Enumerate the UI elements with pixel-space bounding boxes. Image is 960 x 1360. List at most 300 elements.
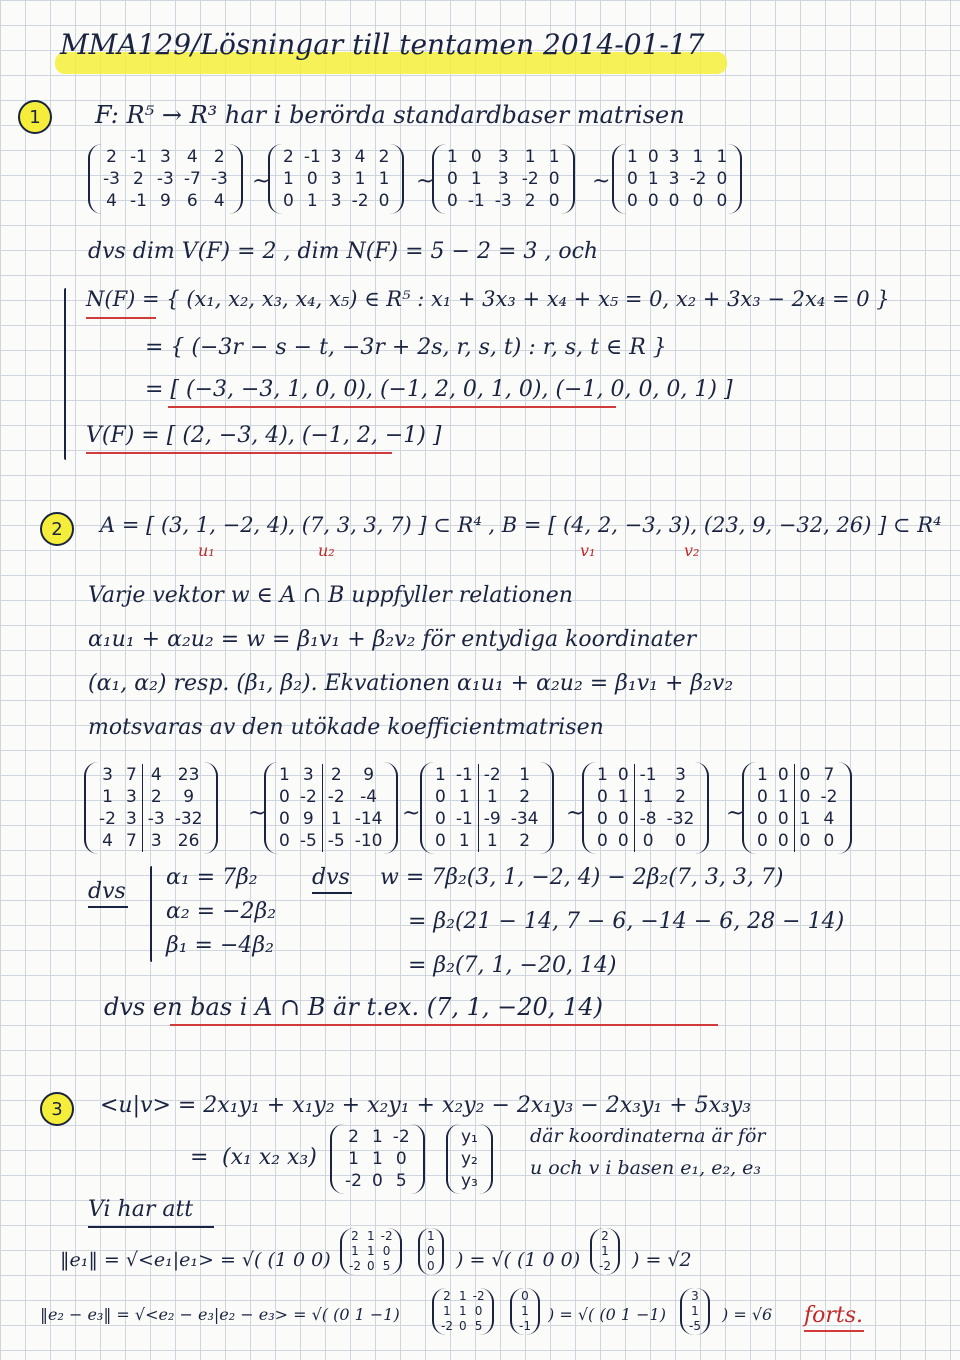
matrix-cell: 0 — [597, 787, 608, 807]
s3-norm-e23-start: ‖e₂ − e₃‖ = √<e₂ − e₃|e₂ − e₃> = √( (0 1 −1) — [40, 1305, 400, 1324]
problem-number-2: 2 — [40, 512, 74, 546]
matrix-cell: 0 — [371, 1171, 383, 1191]
matrix-cell: 0 — [634, 830, 661, 852]
matrix-cell: 1 — [279, 765, 290, 785]
matrix-cell: 0 — [470, 147, 482, 167]
matrix-row — [438, 1289, 488, 1304]
matrix-row — [752, 830, 842, 852]
matrix-row — [596, 1229, 614, 1244]
matrix-cell: 1 — [427, 1229, 435, 1243]
matrix-cell: 0 — [794, 786, 815, 808]
matrix-cell: 2 — [601, 1229, 609, 1243]
matrix-cell: 7 — [823, 765, 835, 785]
matrix-cell: -2 — [689, 169, 707, 189]
matrix-cell: 0 — [474, 1304, 483, 1318]
matrix-cell: 0 — [692, 191, 704, 211]
matrix-cell: -2 — [392, 1127, 410, 1147]
matrix-cell: 4 — [354, 147, 366, 167]
matrix-cell: 1 — [524, 147, 536, 167]
problem-number-1: 1 — [18, 100, 52, 134]
s2-matrix-3 — [420, 762, 554, 854]
matrix-cell: 0 — [447, 191, 458, 211]
matrix-cell: 1 — [366, 1244, 375, 1258]
matrix-row — [274, 764, 388, 786]
matrix-cell: 3 — [142, 830, 169, 852]
s1-range-span: V(F) = [ (2, −3, 4), (−1, 2, −1) ] — [86, 423, 442, 448]
s2-matrix-2 — [264, 762, 398, 854]
matrix-cell: -5 — [299, 831, 317, 851]
matrix-cell: -2 — [345, 1171, 362, 1191]
matrix-row — [340, 1170, 415, 1192]
matrix-cell: 5 — [474, 1319, 483, 1333]
matrix-cell: -7 — [183, 169, 201, 189]
matrix-cell: 0 — [306, 169, 318, 189]
s2-text-3: (α₁, α₂) resp. (β₁, β₂). Ekvationen α₁u₁ + α₂u₂ = β₁v₁ + β₂v₂ — [88, 671, 734, 696]
matrix-cell: -1 — [455, 809, 473, 829]
matrix-cell: 1 — [366, 1229, 375, 1243]
matrix-cell: 0 — [435, 809, 446, 829]
matrix-cell: -2 — [299, 787, 317, 807]
matrix-row — [438, 1304, 488, 1319]
matrix-row — [430, 764, 544, 786]
matrix-row — [278, 190, 394, 212]
matrix-cell: 0 — [597, 831, 608, 851]
page-title: MMA129/Lösningar till tentamen 2014-01-17 — [60, 28, 705, 61]
matrix-cell: 0 — [366, 1259, 375, 1273]
matrix-cell: 3 — [691, 1289, 699, 1303]
s2-text-4: motsvaras av den utökade koefficientmatrisen — [88, 715, 604, 740]
matrix-cell: 1 — [617, 787, 629, 807]
matrix-cell: -34 — [510, 809, 539, 829]
matrix-row — [438, 1319, 488, 1334]
matrix-cell: 2 — [322, 764, 349, 786]
s1-matrix-1 — [88, 144, 243, 214]
matrix-cell: 9 — [363, 765, 375, 785]
matrix-cell: -2 — [322, 786, 349, 808]
label-v2: v₂ — [684, 541, 700, 560]
matrix-cell: 5 — [395, 1171, 407, 1191]
s3-vi-har-att: Vi har att — [88, 1197, 194, 1222]
matrix-cell: 0 — [279, 787, 290, 807]
matrix-cell: 1 — [283, 169, 294, 189]
matrix-cell: 0 — [427, 1244, 435, 1258]
matrix-cell: -1 — [129, 147, 147, 167]
matrix-row — [592, 786, 699, 808]
matrix-cell: -1 — [467, 191, 485, 211]
matrix-cell: -10 — [354, 831, 383, 851]
matrix-cell: 1 — [458, 1289, 467, 1303]
matrix-cell: 1 — [447, 147, 458, 167]
matrix-cell: -1 — [634, 764, 661, 786]
matrix-cell: 1 — [716, 147, 728, 167]
problem-number-3: 3 — [40, 1092, 74, 1126]
s2-matrix-5 — [742, 762, 852, 854]
matrix-cell: 0 — [617, 765, 629, 785]
matrix-cell: -2 — [349, 1259, 361, 1273]
matrix-cell: 1 — [478, 830, 505, 852]
matrix-cell: -3 — [103, 169, 120, 189]
matrix-cell: 1 — [757, 765, 768, 785]
s3-norm-e23-mid: ) = √( (0 1 −1) — [548, 1305, 666, 1324]
matrix-cell: 4 — [106, 191, 117, 211]
matrix-row — [94, 808, 208, 830]
s3-gram-matrix-small — [432, 1288, 494, 1335]
matrix-cell: 1 — [371, 1127, 383, 1147]
matrix-cell: 3 — [497, 147, 509, 167]
row-equivalent-sign: ~ — [726, 801, 745, 826]
s3-column-g23 — [680, 1288, 710, 1335]
matrix-cell: 3 — [159, 147, 171, 167]
s1-nullspace-span: = [ (−3, −3, 1, 0, 0), (−1, 2, 0, 1, 0), (−1, 0, 0, 0, 1) ] — [145, 377, 733, 402]
matrix-cell: 3 — [675, 765, 686, 785]
matrix-cell: 7 — [125, 831, 137, 851]
matrix-cell: 0 — [675, 831, 686, 851]
s1-intro: F: R⁵ → R³ har i berörda standardbaser matrisen — [95, 101, 685, 129]
label-u2: u₂ — [318, 541, 335, 560]
matrix-cell: 2 — [351, 1229, 359, 1243]
matrix-cell: 7 — [125, 765, 137, 785]
matrix-cell: 0 — [617, 831, 629, 851]
s2-w-line-3: = β₂(7, 1, −20, 14) — [408, 953, 617, 978]
matrix-cell: 3 — [330, 147, 342, 167]
s3-gram-matrix-small — [340, 1228, 402, 1275]
matrix-cell: 0 — [548, 191, 560, 211]
matrix-cell: 6 — [186, 191, 198, 211]
row-equivalent-sign: ~ — [566, 801, 585, 826]
matrix-cell: 2 — [213, 147, 225, 167]
matrix-cell: -2 — [380, 1229, 393, 1243]
matrix-cell: 1 — [322, 808, 349, 830]
matrix-cell: -2 — [521, 169, 539, 189]
matrix-cell: 0 — [794, 764, 815, 786]
matrix-row — [98, 146, 233, 168]
matrix-cell: 0 — [647, 147, 659, 167]
matrix-row — [516, 1319, 534, 1334]
s1-matrix-2 — [268, 144, 404, 214]
matrix-cell: -8 — [634, 808, 661, 830]
matrix-row — [274, 786, 388, 808]
matrix-cell: -1 — [455, 765, 473, 785]
matrix-row — [278, 146, 394, 168]
matrix-cell: y₃ — [461, 1171, 478, 1191]
s2-w-line-2: = β₂(21 − 14, 7 − 6, −14 − 6, 28 − 14) — [408, 909, 845, 934]
matrix-cell: 1 — [777, 787, 789, 807]
s2-system-eq-1: α₁ = 7β₂ — [166, 865, 258, 890]
matrix-cell: 0 — [668, 191, 680, 211]
matrix-cell: -32 — [666, 809, 695, 829]
matrix-cell: 0 — [378, 191, 390, 211]
matrix-cell: 4 — [102, 831, 113, 851]
matrix-cell: 0 — [458, 1319, 467, 1333]
matrix-cell: 0 — [597, 809, 608, 829]
matrix-cell: 2 — [443, 1289, 451, 1303]
s1-matrix-4 — [612, 144, 742, 214]
matrix-row — [274, 830, 388, 852]
underline — [804, 1330, 864, 1332]
s1-matrix-3 — [432, 144, 575, 214]
matrix-cell: 3 — [125, 787, 137, 807]
s2-dvs: dvs — [88, 879, 126, 904]
matrix-cell: 0 — [521, 1289, 529, 1303]
s2-matrix-1 — [84, 762, 218, 854]
matrix-row — [274, 808, 388, 830]
s3-inner-product: <u|v> = 2x₁y₁ + x₁y₂ + x₂y₁ + x₂y₂ − 2x₁y₃ − 2x₃y₁ + 5x₃y₃ — [100, 1093, 752, 1118]
matrix-row — [456, 1148, 483, 1170]
matrix-cell: 0 — [548, 169, 560, 189]
underline — [86, 317, 156, 319]
matrix-cell: 1 — [371, 1149, 383, 1169]
matrix-row — [592, 764, 699, 786]
matrix-cell: 0 — [395, 1149, 407, 1169]
matrix-cell: 2 — [106, 147, 117, 167]
s3-gram-matrix — [330, 1124, 425, 1194]
s2-system-eq-3: β₁ = −4β₂ — [166, 933, 274, 958]
s2-system-brace — [150, 866, 152, 962]
matrix-cell: -5 — [689, 1319, 701, 1333]
matrix-cell: -3 — [156, 169, 174, 189]
matrix-row — [424, 1259, 438, 1274]
s3-note-2: u och v i basen e₁, e₂, e₃ — [530, 1157, 762, 1179]
matrix-cell: 0 — [647, 191, 659, 211]
matrix-cell: 0 — [823, 831, 835, 851]
matrix-cell: 4 — [186, 147, 198, 167]
matrix-cell: 4 — [213, 191, 225, 211]
matrix-cell: -3 — [142, 808, 169, 830]
matrix-cell: -14 — [354, 809, 383, 829]
matrix-row — [686, 1319, 704, 1334]
label-u1: u₁ — [198, 541, 215, 560]
matrix-cell: 1 — [458, 787, 470, 807]
matrix-cell: 9 — [159, 191, 171, 211]
matrix-cell: y₂ — [461, 1149, 478, 1169]
matrix-cell: 0 — [757, 787, 768, 807]
s3-column-e23 — [510, 1288, 540, 1335]
matrix-row — [278, 168, 394, 190]
matrix-cell: 3 — [102, 765, 113, 785]
matrix-cell: -2 — [351, 191, 369, 211]
s3-note-1: där koordinaterna är för — [530, 1125, 766, 1147]
matrix-cell: 5 — [382, 1259, 391, 1273]
matrix-row — [592, 808, 699, 830]
matrix-cell: -3 — [210, 169, 228, 189]
matrix-row — [424, 1244, 438, 1259]
matrix-cell: -9 — [478, 808, 505, 830]
underline — [168, 406, 616, 408]
matrix-row — [98, 168, 233, 190]
matrix-cell: 1 — [102, 787, 113, 807]
matrix-cell: 1 — [601, 1244, 609, 1258]
matrix-cell: 0 — [279, 809, 290, 829]
matrix-cell: 3 — [302, 765, 314, 785]
matrix-cell: 0 — [617, 809, 629, 829]
matrix-cell: 0 — [382, 1244, 391, 1258]
matrix-cell: 26 — [177, 831, 200, 851]
s3-column-y — [446, 1124, 493, 1194]
matrix-cell: 1 — [597, 765, 608, 785]
matrix-cell: 2 — [348, 1127, 359, 1147]
matrix-cell: 1 — [378, 169, 390, 189]
matrix-cell: 3 — [668, 147, 680, 167]
matrix-row — [94, 764, 208, 786]
matrix-row — [752, 786, 842, 808]
matrix-cell: 1 — [435, 765, 446, 785]
matrix-cell: 1 — [794, 808, 815, 830]
matrix-cell: 1 — [351, 1244, 359, 1258]
matrix-cell: 4 — [823, 809, 835, 829]
matrix-cell: -4 — [360, 787, 378, 807]
matrix-row — [442, 146, 565, 168]
matrix-cell: -2 — [820, 787, 838, 807]
matrix-cell: 4 — [142, 764, 169, 786]
matrix-row — [622, 146, 732, 168]
s2-text-2: α₁u₁ + α₂u₂ = w = β₁v₁ + β₂v₂ för entydiga koordinater — [88, 627, 697, 652]
matrix-cell: 2 — [519, 831, 531, 851]
matrix-row — [430, 830, 544, 852]
row-equivalent-sign: ~ — [252, 169, 271, 194]
s3-norm-e23-end: ) = √6 — [722, 1305, 773, 1324]
s1-nullspace-param: = { (−3r − s − t, −3r + 2s, r, s, t) : r, s, t ∈ R } — [145, 335, 667, 360]
matrix-cell: 2 — [378, 147, 390, 167]
matrix-cell: 2 — [142, 786, 169, 808]
label-v1: v₁ — [580, 541, 596, 560]
matrix-cell: 2 — [519, 787, 531, 807]
matrix-row — [94, 786, 208, 808]
s2-dvs-2: dvs — [312, 865, 350, 890]
matrix-row — [686, 1304, 704, 1319]
matrix-cell: -32 — [174, 809, 203, 829]
matrix-cell: 1 — [692, 147, 704, 167]
matrix-row — [516, 1304, 534, 1319]
matrix-cell: 2 — [524, 191, 536, 211]
matrix-cell: 1 — [458, 1304, 467, 1318]
matrix-cell: 0 — [447, 169, 458, 189]
matrix-cell: 0 — [716, 191, 728, 211]
matrix-row — [596, 1244, 614, 1259]
matrix-cell: 1 — [634, 786, 661, 808]
matrix-cell: 0 — [279, 831, 290, 851]
matrix-cell: -2 — [472, 1289, 485, 1303]
matrix-cell: 2 — [133, 169, 144, 189]
matrix-cell: 0 — [435, 831, 446, 851]
s3-column-e1 — [418, 1228, 444, 1275]
matrix-row — [622, 168, 732, 190]
s3-row-vector: (x₁ x₂ x₃) — [222, 1145, 317, 1170]
matrix-row — [686, 1289, 704, 1304]
matrix-cell: 3 — [330, 169, 342, 189]
row-equivalent-sign: ~ — [416, 169, 435, 194]
matrix-cell: 3 — [330, 191, 342, 211]
s3-column-g1 — [590, 1228, 620, 1275]
matrix-row — [424, 1229, 438, 1244]
s3-norm-e1-mid: ) = √( (1 0 0) — [456, 1249, 581, 1271]
s2-basis-answer: dvs en bas i A ∩ B är t.ex. (7, 1, −20, 14) — [104, 993, 603, 1021]
s2-system-eq-2: α₂ = −2β₂ — [166, 899, 277, 924]
matrix-row — [596, 1259, 614, 1274]
matrix-cell: 0 — [627, 169, 638, 189]
matrix-cell: 23 — [177, 765, 200, 785]
underline — [88, 1226, 214, 1228]
matrix-cell: -2 — [99, 809, 116, 829]
matrix-cell: 0 — [435, 787, 446, 807]
s2-definition: A = [ (3, 1, −2, 4), (7, 3, 3, 7) ] ⊂ R⁴ , B = [ (4, 2, −3, 3), (23, 9, −32, 26) ] ⊂ R⁴ — [100, 513, 942, 537]
matrix-cell: 1 — [647, 169, 659, 189]
matrix-row — [456, 1126, 483, 1148]
matrix-cell: 1 — [627, 147, 638, 167]
s1-dimensions: dvs dim V(F) = 2 , dim N(F) = 5 − 2 = 3 , och — [88, 239, 599, 264]
matrix-row — [622, 190, 732, 212]
row-equivalent-sign: ~ — [248, 801, 267, 826]
matrix-cell: -5 — [322, 830, 349, 852]
row-equivalent-sign: ~ — [402, 801, 421, 826]
matrix-row — [430, 808, 544, 830]
matrix-cell: 0 — [777, 831, 789, 851]
matrix-cell: 2 — [675, 787, 686, 807]
s1-answer-brace — [64, 288, 66, 460]
underline — [88, 906, 128, 908]
matrix-row — [340, 1126, 415, 1148]
matrix-cell: -1 — [129, 191, 147, 211]
matrix-row — [516, 1289, 534, 1304]
matrix-row — [346, 1229, 396, 1244]
matrix-cell: 1 — [458, 831, 470, 851]
matrix-cell: 1 — [470, 169, 482, 189]
matrix-cell: 0 — [283, 191, 294, 211]
matrix-cell: 0 — [777, 809, 789, 829]
matrix-row — [442, 190, 565, 212]
matrix-row — [340, 1148, 415, 1170]
matrix-cell: 3 — [125, 809, 137, 829]
matrix-cell: 0 — [777, 765, 789, 785]
matrix-row — [430, 786, 544, 808]
s2-text-1: Varje vektor w ∈ A ∩ B uppfyller relationen — [88, 583, 573, 608]
underline — [86, 452, 392, 454]
forts-label: forts. — [804, 1303, 864, 1328]
matrix-cell: -3 — [494, 191, 512, 211]
s3-equals: = — [190, 1145, 209, 1170]
matrix-cell: 1 — [354, 169, 366, 189]
matrix-cell: 3 — [668, 169, 680, 189]
s2-w-line-1: w = 7β₂(3, 1, −2, 4) − 2β₂(7, 3, 3, 7) — [380, 865, 784, 890]
matrix-cell: 1 — [443, 1304, 451, 1318]
matrix-row — [752, 764, 842, 786]
matrix-cell: 9 — [183, 787, 195, 807]
matrix-row — [346, 1244, 396, 1259]
matrix-row — [98, 190, 233, 212]
s2-matrix-4 — [582, 762, 709, 854]
matrix-cell: -2 — [441, 1319, 453, 1333]
matrix-cell: 0 — [757, 809, 768, 829]
matrix-row — [346, 1259, 396, 1274]
matrix-cell: 1 — [519, 765, 531, 785]
row-equivalent-sign: ~ — [592, 169, 611, 194]
matrix-cell: 2 — [283, 147, 294, 167]
s1-nullspace-def: N(F) = { (x₁, x₂, x₃, x₄, x₅) ∈ R⁵ : x₁ + 3x₃ + x₄ + x₅ = 0, x₂ + 3x₃ − 2x₄ = 0 } — [86, 287, 890, 311]
matrix-cell: -1 — [519, 1319, 531, 1333]
matrix-cell: y₁ — [461, 1127, 478, 1147]
matrix-cell: 3 — [497, 169, 509, 189]
s3-norm-e1-end: ) = √2 — [632, 1249, 692, 1271]
matrix-cell: 1 — [691, 1304, 699, 1318]
matrix-cell: 1 — [478, 786, 505, 808]
matrix-cell: 0 — [716, 169, 728, 189]
s3-norm-e1-start: ‖e₁‖ = √<e₁|e₁> = √( (1 0 0) — [60, 1249, 331, 1271]
matrix-cell: 0 — [794, 830, 815, 852]
matrix-cell: -2 — [599, 1259, 611, 1273]
matrix-cell: 1 — [548, 147, 560, 167]
matrix-cell: 1 — [348, 1149, 359, 1169]
matrix-cell: 0 — [427, 1259, 435, 1273]
matrix-row — [456, 1170, 483, 1192]
